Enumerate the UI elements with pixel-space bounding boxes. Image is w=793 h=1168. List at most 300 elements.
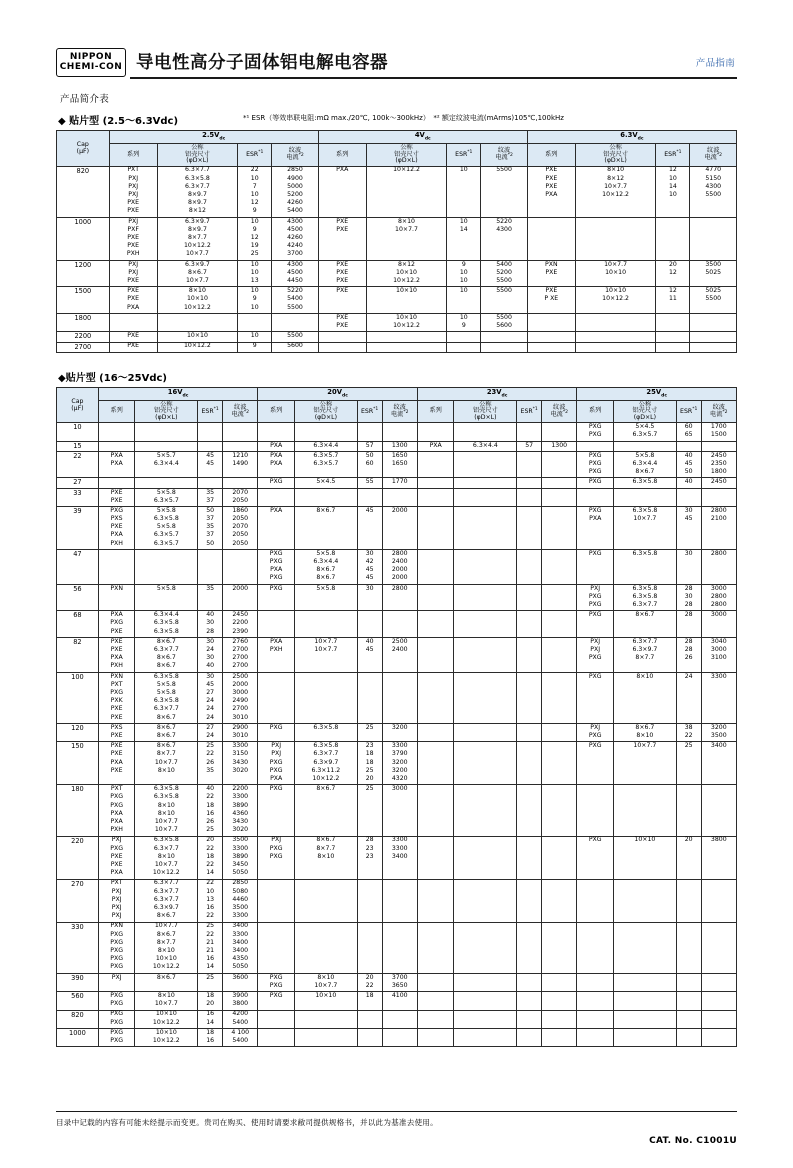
cap-value: 2700 [57,342,110,352]
series-cell: PXA PXA [258,451,295,478]
series-cell: PXE [109,332,157,342]
series-cell: PXE PXE PXA PXE [98,742,135,785]
esr-cell: 18 [357,992,382,1010]
table-row [57,638,737,673]
series-cell [417,488,454,506]
esr-cell [517,611,542,638]
ripple-cell: 2200 3300 3890 4360 3430 3020 [223,785,258,836]
series-cell [417,992,454,1010]
size-cell: 8×6.7 8×7.7 10×7.7 8×10 [135,742,198,785]
header-ripple: 纹波 电流$^{*2}$ [272,144,318,167]
table-header-columns [57,144,737,167]
series-cell: PXE PXE [98,488,135,506]
esr-cell: 38 22 [676,724,701,742]
ripple-cell [542,507,577,550]
size-cell [454,478,517,488]
esr-cell: 27 24 [198,724,223,742]
ripple-cell: 2850 4900 5000 5200 4260 5400 [272,166,318,217]
esr-cell: 50 37 35 37 50 [198,507,223,550]
series-cell: PXS PXE [98,724,135,742]
esr-cell [517,672,542,723]
esr-cell [676,879,701,922]
ripple-cell [542,550,577,585]
size-cell: 8×10 10×7.7 [366,217,447,260]
table-row [57,441,737,451]
series-cell: PXE PXE [318,217,366,260]
esr-cell: 40 45 [357,638,382,673]
size-cell [294,879,357,922]
size-cell: 6.3×5.8 5×5.8 5×5.8 6.3×5.8 6.3×7.7 8×6.7 [135,672,198,723]
esr-cell: 20 [676,836,701,879]
size-cell: 8×6.7 [135,973,198,991]
ripple-cell [382,672,417,723]
ripple-cell: 2450 2350 1800 [701,451,736,478]
ripple-cell: 1210 1490 [223,451,258,478]
ripple-cell [542,724,577,742]
ripple-cell [223,478,258,488]
table1-notes: *¹ ESR（等效串联电阻:mΩ max./20℃, 100k～300kHz） *² 额定纹波电流(mArms)105℃,100kHz [243,114,564,122]
size-cell: 6.3×7.7 6.3×7.7 6.3×7.7 6.3×9.7 8×6.7 [135,879,198,922]
table-row [57,507,737,550]
size-cell [294,423,357,441]
size-cell [454,584,517,611]
header-voltage-2: $23V_{dc}$ [417,387,577,400]
ripple-cell [382,922,417,973]
size-cell: 5×5.8 6.3×4.4 8×6.7 8×6.7 [294,550,357,585]
series-cell: PXG [258,992,295,1010]
series-cell: PXG [577,611,614,638]
series-cell [98,550,135,585]
header-ripple: 纹波 电流$^{*2}$ [481,144,527,167]
ripple-cell: 5500 [481,166,527,217]
smd-table-16v-25v [56,387,737,1048]
esr-cell [517,785,542,836]
esr-cell: 57 [357,441,382,451]
page-header [56,46,737,80]
cap-value: 27 [57,478,99,488]
series-cell [417,922,454,973]
ripple-cell [542,922,577,973]
header-esr: ESR$^{*1}$ [517,400,542,423]
ripple-cell: 1770 [382,478,417,488]
esr-cell: 20 22 [357,973,382,991]
cap-value: 33 [57,488,99,506]
series-cell: PXE PXE PXA PXH [98,638,135,673]
ripple-cell [542,423,577,441]
ripple-cell: 3400 3300 3400 3400 4350 5050 [223,922,258,973]
esr-cell: 30 [357,584,382,611]
esr-cell [676,992,701,1010]
table-row [57,313,737,331]
esr-cell: 20 12 [656,260,690,287]
size-cell: 5×5.8 6.3×5.7 [135,488,198,506]
ripple-cell [382,488,417,506]
esr-cell: 16 14 [198,1010,223,1028]
series-cell: PXG PXA [577,507,614,550]
esr-cell [676,1010,701,1028]
esr-cell [676,441,701,451]
esr-cell [656,217,690,260]
ripple-cell [542,1010,577,1028]
table-row [57,1010,737,1028]
series-cell [577,992,614,1010]
header-cap: Cap (μF) [57,131,110,167]
ripple-cell [382,1028,417,1046]
size-cell: 5×4.5 6.3×5.7 [614,423,677,441]
series-cell [417,973,454,991]
size-cell: 10×10 [366,287,447,314]
series-cell: PXA PXG PXE [98,611,135,638]
size-cell: 8×10 10×7.7 [135,992,198,1010]
size-cell: 6.3×4.4 [454,441,517,451]
ripple-cell: 2900 3010 [223,724,258,742]
series-cell: PXE [109,342,157,352]
header-series: 系列 [98,400,135,423]
size-cell [575,313,656,331]
esr-cell: 10 9 10 [238,287,272,314]
series-cell: PXG [577,550,614,585]
series-cell [98,478,135,488]
header-voltage-1: $4V_{dc}$ [318,131,527,144]
esr-cell: 35 [198,584,223,611]
header-esr: ESR$^{*1}$ [447,144,481,167]
table-row [57,724,737,742]
header-size: 公称 铝壳尺寸 (φD×L) [366,144,447,167]
series-cell: PXG PXG [258,973,295,991]
table-row [57,287,737,314]
footer-rule [56,1111,737,1112]
series-cell [577,441,614,451]
ripple-cell [542,992,577,1010]
series-cell [577,1010,614,1028]
esr-cell: 35 37 [198,488,223,506]
size-cell: 6.3×9.7 8×6.7 10×7.7 [157,260,238,287]
esr-cell: 25 [357,785,382,836]
ripple-cell: 4300 4500 4450 [272,260,318,287]
table-row [57,217,737,260]
ripple-cell: 3000 [701,611,736,638]
series-cell: PXE PXE PXA [109,287,157,314]
header-voltage-1: $20V_{dc}$ [258,387,418,400]
header-cap: Cap (μF) [57,387,99,423]
esr-cell: 28 [676,611,701,638]
ripple-cell: 3000 [382,785,417,836]
series-cell: PXT PXJ PXJ PXJ PXJ [98,879,135,922]
esr-cell: 10 9 12 19 25 [238,217,272,260]
size-cell: 8×10 10×10 10×12.2 [157,287,238,314]
size-cell [454,550,517,585]
size-cell [454,973,517,991]
series-cell: PXG [258,785,295,836]
series-cell [417,836,454,879]
header-voltage-3: $25V_{dc}$ [577,387,737,400]
ripple-cell [481,332,527,342]
ripple-cell: 2500 2400 [382,638,417,673]
page-title: 导电性高分子固体铝电解电容器 [136,53,388,73]
series-cell: PXJ PXG PXE PXE PXA [98,836,135,879]
size-cell [454,451,517,478]
series-cell: PXT PXG PXG PXA PXA PXH [98,785,135,836]
series-cell [258,879,295,922]
series-cell [417,507,454,550]
size-cell: 10×7.7 10×7.7 [294,638,357,673]
ripple-cell [542,488,577,506]
series-cell: PXE P XE [527,287,575,314]
series-cell [417,451,454,478]
series-cell [577,973,614,991]
series-cell: PXN PXE [527,260,575,287]
series-cell [417,742,454,785]
size-cell [575,332,656,342]
header-esr: ESR$^{*1}$ [676,400,701,423]
esr-cell [656,313,690,331]
size-cell: 8×6.7 [294,507,357,550]
series-cell [577,879,614,922]
ripple-cell: 1650 1650 [382,451,417,478]
size-cell: 8×10 10×7.7 [294,973,357,991]
esr-cell [676,1028,701,1046]
ripple-cell [382,611,417,638]
cap-value: 820 [57,166,110,217]
series-cell [417,478,454,488]
ripple-cell [690,313,737,331]
header-esr: ESR$^{*1}$ [238,144,272,167]
size-cell: 5×5.7 6.3×4.4 [135,451,198,478]
ripple-cell: 3800 [701,836,736,879]
esr-cell: 18 20 [198,992,223,1010]
series-cell: PXE [318,287,366,314]
esr-cell [198,423,223,441]
esr-cell [517,584,542,611]
size-cell [454,742,517,785]
ripple-cell [690,332,737,342]
ripple-cell: 1300 [382,441,417,451]
series-cell: PXT PXJ PXJ PXJ PXE PXE [109,166,157,217]
ripple-cell [382,1010,417,1028]
series-cell: PXG PXS PXE PXA PXH [98,507,135,550]
series-cell [318,332,366,342]
footer-note: 目录中记载的内容有可能未经提示而变更。贵司在购买、使用时请要求敝司提供规格书，并以此为基准去使用。 [56,1118,438,1127]
size-cell [294,1010,357,1028]
esr-cell: 45 [357,507,382,550]
ripple-cell: 3000 2800 2800 [701,584,736,611]
size-cell [294,1028,357,1046]
series-cell: PXA [258,441,295,451]
series-cell [417,423,454,441]
ripple-cell: 3200 3500 [701,724,736,742]
series-cell: PXJ [98,973,135,991]
series-cell: PXG PXG [98,992,135,1010]
header-ripple: 纹波 电流$^{*2}$ [382,400,417,423]
size-cell [454,836,517,879]
esr-cell: 10 10 13 [238,260,272,287]
size-cell: 8×6.7 [614,611,677,638]
header-size: 公称 铝壳尺寸 (φD×L) [614,400,677,423]
series-cell: PXG PXG PXA PXG [258,550,295,585]
header-size: 公称 铝壳尺寸 (φD×L) [294,400,357,423]
table-row [57,332,737,342]
ripple-cell [701,1028,736,1046]
ripple-cell [542,638,577,673]
size-cell: 8×6.7 8×10 [614,724,677,742]
ripple-cell: 1700 1500 [701,423,736,441]
size-cell [454,638,517,673]
series-cell: PXA [417,441,454,451]
esr-cell [447,332,481,342]
header-size: 公称 铝壳尺寸 (φD×L) [454,400,517,423]
series-cell: PXG [577,478,614,488]
size-cell: 6.3×9.7 8×9.7 8×7.7 10×12.2 10×7.7 [157,217,238,260]
header-series: 系列 [527,144,575,167]
esr-cell: 18 16 [198,1028,223,1046]
size-cell: 5×5.8 6.3×5.8 5×5.8 6.3×5.7 6.3×5.7 [135,507,198,550]
size-cell: 6.3×4.4 6.3×5.8 6.3×5.8 [135,611,198,638]
cap-value: 15 [57,441,99,451]
size-cell: 10×10 10×12.2 [135,1010,198,1028]
series-cell: PXN PXG PXG PXG PXG PXG [98,922,135,973]
series-cell [258,423,295,441]
series-cell: PXJ PXG [577,724,614,742]
series-cell: PXE PXE [318,313,366,331]
series-cell: PXE PXE PXE [318,260,366,287]
ripple-cell: 1300 [542,441,577,451]
series-cell [417,638,454,673]
esr-cell [676,785,701,836]
ripple-cell: 3400 [701,742,736,785]
esr-cell: 22 10 7 10 12 9 [238,166,272,217]
ripple-cell: 3500 3300 3890 3450 5050 [223,836,258,879]
size-cell [294,922,357,973]
size-cell: 8×6.7 [294,785,357,836]
header-voltage-2: $6.3V_{dc}$ [527,131,736,144]
esr-cell [357,922,382,973]
esr-cell: 28 30 28 [676,584,701,611]
esr-cell [676,922,701,973]
ripple-cell [542,584,577,611]
esr-cell [517,879,542,922]
ripple-cell: 3600 [223,973,258,991]
ripple-cell [272,313,318,331]
ripple-cell: 2070 2050 [223,488,258,506]
size-cell: 5×4.5 [294,478,357,488]
esr-cell: 30 [676,550,701,585]
ripple-cell: 2000 [382,507,417,550]
esr-cell: 12 10 14 10 [656,166,690,217]
ripple-cell [701,879,736,922]
table-row [57,992,737,1010]
header-esr: ESR$^{*1}$ [198,400,223,423]
ripple-cell: 5500 [272,332,318,342]
header-series: 系列 [109,144,157,167]
cap-value: 180 [57,785,99,836]
ripple-cell [701,488,736,506]
size-cell [614,879,677,922]
cap-value: 1800 [57,313,110,331]
cap-value: 68 [57,611,99,638]
ripple-cell: 2760 2700 2700 2700 [223,638,258,673]
size-cell: 6.3×7.7 6.3×5.8 6.3×7.7 8×9.7 8×9.7 8×12 [157,166,238,217]
series-cell [417,879,454,922]
esr-cell [198,478,223,488]
ripple-cell [542,1028,577,1046]
series-cell [577,785,614,836]
size-cell [135,441,198,451]
size-cell [294,611,357,638]
ripple-cell: 3300 3300 3400 [382,836,417,879]
size-cell: 5×5.8 [135,584,198,611]
series-cell: PXG [577,672,614,723]
esr-cell: 60 65 [676,423,701,441]
ripple-cell: 3900 3800 [223,992,258,1010]
cap-value: 390 [57,973,99,991]
esr-cell: 23 18 18 25 20 [357,742,382,785]
series-cell [417,724,454,742]
table-row [57,451,737,478]
size-cell [454,785,517,836]
ripple-cell [223,441,258,451]
size-cell [614,1028,677,1046]
ripple-cell [542,879,577,922]
size-cell [454,488,517,506]
series-cell [258,1010,295,1028]
ripple-cell [542,836,577,879]
size-cell: 10×7.7 8×6.7 8×7.7 8×10 10×10 10×12.2 [135,922,198,973]
esr-cell: 25 [676,742,701,785]
series-cell [577,1028,614,1046]
esr-cell: 25 22 21 21 16 14 [198,922,223,973]
ripple-cell: 3040 3000 3100 [701,638,736,673]
ripple-cell: 2800 2400 2000 2000 [382,550,417,585]
esr-cell: 28 23 23 [357,836,382,879]
nippon-chemicon-logo [56,48,126,77]
table1-title-text: ◆ 贴片型 (2.5～6.3Vdc) [58,116,179,127]
ripple-cell: 5500 5600 [481,313,527,331]
series-cell [417,611,454,638]
ripple-cell [223,550,258,585]
esr-cell [517,488,542,506]
size-cell: 10×10 [294,992,357,1010]
esr-cell [517,550,542,585]
size-cell: 5×5.8 [294,584,357,611]
series-cell: PXJ PXJ PXG [577,638,614,673]
series-cell: PXJ PXF PXE PXE PXH [109,217,157,260]
cap-value: 150 [57,742,99,785]
cap-value: 270 [57,879,99,922]
size-cell: 8×6.7 6.3×7.7 8×6.7 8×6.7 [135,638,198,673]
esr-cell: 9 10 10 [447,260,481,287]
series-cell: PXG [577,742,614,785]
size-cell: 10×10 [157,332,238,342]
esr-cell [656,342,690,352]
size-cell [454,1010,517,1028]
logo-line-1: NIPPON [69,52,113,62]
size-cell [614,441,677,451]
ripple-cell: 4100 [382,992,417,1010]
esr-cell [656,332,690,342]
page-footer [56,1111,737,1146]
ripple-cell: 2800 [701,550,736,585]
table-header-voltages [57,387,737,400]
size-cell [454,879,517,922]
esr-cell [517,478,542,488]
size-cell [294,488,357,506]
esr-cell: 25 22 26 35 [198,742,223,785]
size-cell: 10×7.7 10×10 [575,260,656,287]
ripple-cell: 4300 4500 4260 4240 3700 [272,217,318,260]
cap-value: 220 [57,836,99,879]
esr-cell: 40 30 28 [198,611,223,638]
esr-cell [517,742,542,785]
